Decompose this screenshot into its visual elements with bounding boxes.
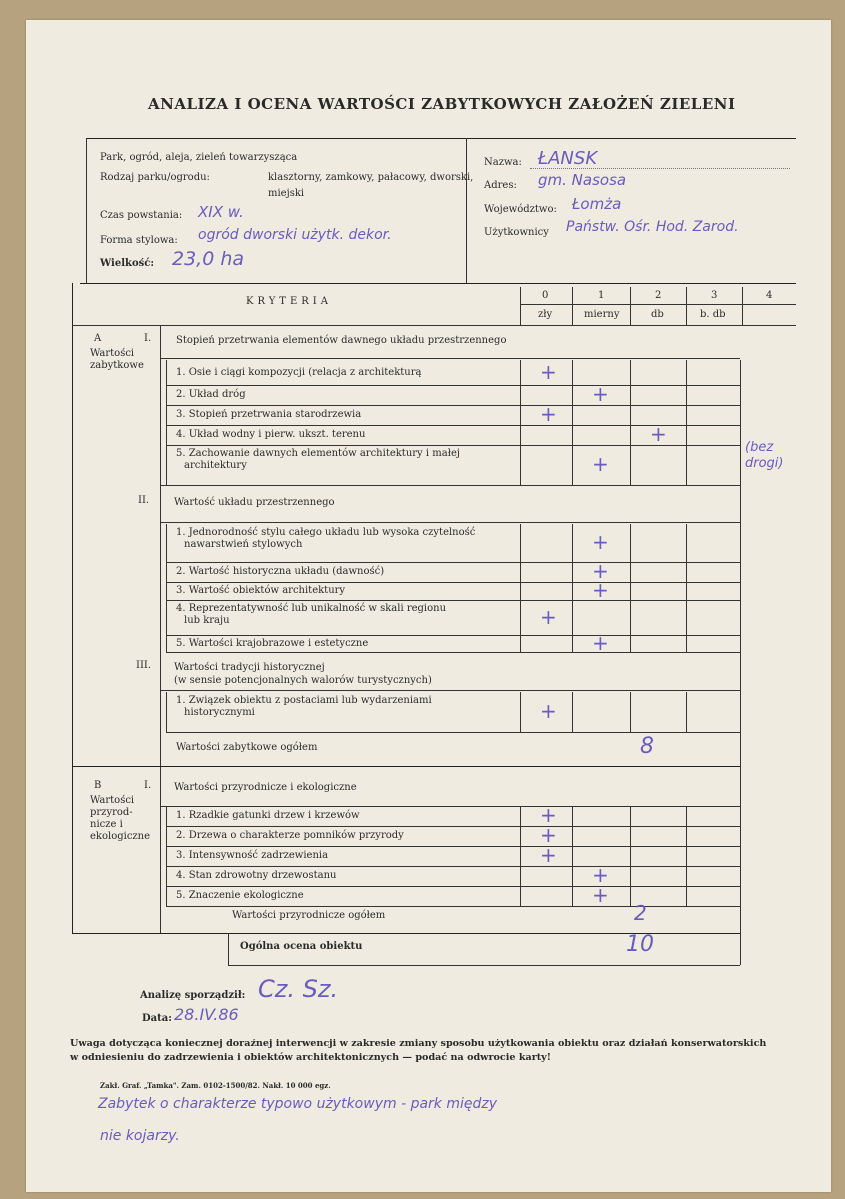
criteria-row-left [166, 600, 167, 635]
score-cell-divider [686, 866, 687, 886]
criteria-row-line [166, 886, 740, 887]
przyrodnicze-total-label: Wartości przyrodnicze ogółem [232, 910, 386, 921]
criteria-row-left [166, 826, 167, 846]
score-head-3 [686, 287, 687, 325]
criteria-row-left [166, 562, 167, 582]
score-mark: + [540, 359, 557, 384]
group-a-iii-heading-1: Wartości tradycji historycznej [174, 662, 325, 673]
score-cell-divider [520, 524, 521, 562]
section-b-letter: B [94, 780, 102, 791]
criteria-row-label: 4. Stan zdrowotny drzewostanu [176, 870, 337, 881]
criteria-row-line [166, 732, 740, 733]
score-cell-divider [630, 600, 631, 635]
criteria-row-line [166, 846, 740, 847]
criteria-row-label: 3. Stopień przetrwania starodrzewia [176, 409, 362, 420]
header-bottom-line [80, 283, 796, 284]
park-label: Park, ogród, aleja, zieleń towarzysząca [100, 152, 298, 163]
score-head-2 [630, 287, 631, 325]
group-a-i-line [160, 358, 740, 359]
score-head-1 [572, 287, 573, 325]
print-info: Zakł. Graf. „Tamka". Zam. 0102-1500/82. Nakł. 10 000 egz. [100, 1081, 331, 1090]
score-right-line [740, 360, 741, 965]
score-cell-divider [686, 635, 687, 652]
criteria-row-left [166, 582, 167, 600]
score-cell-divider [630, 692, 631, 732]
section-a-name-1: Wartości [90, 348, 135, 359]
side-note: (bez drogi) [745, 440, 784, 471]
criteria-row-label: 5. Zachowanie dawnych elementów architektury i małej [176, 448, 460, 459]
score-cell-divider [520, 385, 521, 405]
score-cell-divider [686, 385, 687, 405]
score-mark: + [592, 883, 609, 907]
criteria-row-line [166, 652, 740, 653]
score-mark: + [592, 630, 609, 655]
score-cell-divider [572, 524, 573, 562]
score-cell-divider [686, 692, 687, 732]
score-label-1: mierny [584, 309, 620, 320]
score-cell-divider [630, 826, 631, 846]
score-cell-divider [572, 405, 573, 425]
score-cell-divider [520, 425, 521, 445]
criteria-row-left [166, 846, 167, 866]
criteria-row-left [166, 692, 167, 732]
adres-value: gm. Nasosa [538, 171, 627, 189]
score-cell-divider [686, 846, 687, 866]
criteria-row-line [166, 906, 740, 907]
section-b-name-1: Wartości [90, 795, 135, 806]
criteria-row-label: 2. Układ dróg [176, 389, 246, 400]
handwritten-note-1: Zabytek o charakterze typowo użytkowym - park między [98, 1096, 498, 1112]
criteria-row-left [166, 524, 167, 562]
score-cell-divider [520, 600, 521, 635]
score-cell-divider [630, 866, 631, 886]
criteria-row-left [166, 360, 167, 385]
table-left-border [72, 283, 73, 933]
rodzaj-label: Rodzaj parku/ogrodu: [100, 172, 210, 183]
criteria-row-label: 1. Osie i ciągi kompozycji (relacja z architekturą [176, 366, 422, 378]
criteria-row-label: 1. Rzadkie gatunki drzew i krzewów [176, 810, 360, 821]
score-mark: + [592, 559, 609, 583]
criteria-row-left [166, 425, 167, 445]
score-num-2: 2 [655, 290, 662, 301]
score-num-4: 4 [766, 290, 773, 301]
header-divider [466, 138, 467, 283]
score-label-0: zły [538, 309, 553, 320]
section-a-letter: A [94, 333, 102, 344]
score-cell-divider [630, 562, 631, 582]
score-num-1: 1 [598, 290, 605, 301]
score-cell-divider [630, 425, 631, 445]
score-cell-divider [572, 692, 573, 732]
data-label: Data: [142, 1013, 172, 1024]
score-cell-divider [520, 445, 521, 485]
score-cell-divider [686, 405, 687, 425]
score-cell-divider [520, 806, 521, 826]
score-cell-divider [686, 360, 687, 385]
group-a-ii-heading: Wartość układu przestrzennego [174, 497, 335, 508]
score-mark: + [540, 823, 557, 847]
criteria-row-label-2: lub kraju [184, 615, 230, 626]
score-mark: + [540, 402, 557, 426]
forma-label: Forma stylowa: [100, 235, 178, 246]
criteria-row-line [166, 635, 740, 636]
criteria-row-line [166, 485, 740, 486]
criteria-row-left [166, 866, 167, 886]
ogolna-label: Ogólna ocena obiektu [240, 941, 363, 952]
score-cell-divider [686, 445, 687, 485]
czas-label: Czas powstania: [100, 210, 183, 221]
score-label-3: b. db [700, 309, 726, 320]
score-cell-divider [686, 600, 687, 635]
section-b-name-2: przyrod- [90, 807, 133, 818]
score-cell-divider [572, 360, 573, 385]
analiza-value: Cz. Sz. [258, 975, 339, 1003]
score-mark: + [592, 578, 609, 602]
section-a-ii: II. [138, 495, 150, 506]
nazwa-label: Nazwa: [484, 157, 522, 168]
score-cell-divider [686, 425, 687, 445]
wojewodztwo-value: Łomża [572, 195, 622, 213]
score-mark: + [592, 530, 609, 554]
score-cell-divider [572, 600, 573, 635]
score-cell-divider [572, 806, 573, 826]
section-a-roman: I. [144, 333, 152, 344]
score-cell-divider [520, 886, 521, 906]
criteria-row-line [166, 385, 740, 386]
uwaga-line-2: w odniesieniu do zadrzewienia i obiektów architektonicznych — podać na odwrocie karty! [70, 1052, 551, 1063]
score-cell-divider [520, 846, 521, 866]
score-head-4 [742, 287, 743, 325]
criteria-row-label-2: nawarstwień stylowych [184, 539, 303, 550]
score-cell-divider [630, 635, 631, 652]
criteria-row-label: 2. Drzewa o charakterze pomników przyrody [176, 830, 404, 841]
score-cell-divider [686, 886, 687, 906]
uzytkownicy-value: Państw. Ośr. Hod. Zarod. [566, 219, 739, 235]
score-cell-divider [572, 635, 573, 652]
czas-value: XIX w. [198, 203, 244, 221]
score-cell-divider [520, 562, 521, 582]
group-a-ii-line [160, 522, 740, 523]
score-head-left [520, 287, 521, 325]
score-cell-divider [572, 582, 573, 600]
score-head-mid [520, 304, 796, 305]
score-cell-divider [630, 385, 631, 405]
section-a-name-2: zabytkowe [90, 360, 144, 371]
kryteria-heading: KRYTERIA [246, 296, 332, 307]
criteria-row-left [166, 886, 167, 906]
group-a-iii-line [160, 690, 740, 691]
score-cell-divider [572, 826, 573, 846]
score-cell-divider [630, 405, 631, 425]
criteria-row-label: 2. Wartość historyczna układu (dawność) [176, 566, 385, 577]
score-cell-divider [572, 866, 573, 886]
score-cell-divider [630, 360, 631, 385]
adres-label: Adres: [484, 180, 517, 191]
criteria-row-label: 5. Znaczenie ekologiczne [176, 890, 304, 901]
score-cell-divider [520, 826, 521, 846]
group-a-i-heading: Stopień przetrwania elementów dawnego układu przestrzennego [176, 335, 507, 346]
criteria-row-label-2: architektury [184, 460, 247, 471]
uwaga-line-1: Uwaga dotycząca koniecznej doraźnej interwencji w zakresie zmiany sposobu użytkowania obiektu oraz działań konserwatorskich [70, 1038, 767, 1049]
handwritten-note-2: nie kojarzy. [100, 1128, 180, 1144]
score-cell-divider [686, 562, 687, 582]
form-title: ANALIZA I OCENA WARTOŚCI ZABYTKOWYCH ZAŁOŻEŃ ZIELENI [148, 95, 736, 113]
score-cell-divider [686, 826, 687, 846]
wielkosc-label: Wielkość: [100, 258, 155, 269]
przyrodnicze-total-value: 2 [634, 901, 647, 925]
score-mark: + [650, 422, 667, 446]
score-cell-divider [520, 635, 521, 652]
nazwa-dots [530, 168, 790, 169]
score-cell-divider [630, 846, 631, 866]
score-cell-divider [572, 846, 573, 866]
score-mark: + [592, 382, 609, 406]
score-mark: + [540, 699, 557, 723]
score-cell-divider [572, 562, 573, 582]
score-mark: + [540, 843, 557, 867]
header-left-line [86, 138, 87, 283]
score-num-0: 0 [542, 290, 549, 301]
section-column-line [160, 325, 161, 933]
zabytkowe-total-value: 8 [640, 734, 654, 759]
score-label-2: db [651, 309, 664, 320]
score-mark: + [540, 803, 557, 827]
rodzaj-options-2: miejski [268, 188, 305, 199]
criteria-row-left [166, 635, 167, 652]
criteria-row-label: 4. Reprezentatywność lub unikalność w skali regionu [176, 603, 447, 614]
score-cell-divider [520, 692, 521, 732]
kryteria-bottom-line [72, 325, 796, 326]
group-b-i-heading: Wartości przyrodnicze i ekologiczne [174, 782, 357, 793]
wielkosc-value: 23,0 ha [172, 248, 245, 270]
score-mark: + [540, 604, 557, 629]
score-cell-divider [572, 886, 573, 906]
section-b-roman: I. [144, 780, 152, 791]
score-cell-divider [520, 405, 521, 425]
criteria-row-line [166, 600, 740, 601]
score-cell-divider [630, 445, 631, 485]
criteria-row-label-2: historycznymi [184, 707, 255, 718]
ogolna-bottom [228, 965, 740, 966]
group-b-i-line [160, 806, 740, 807]
criteria-row-label: 4. Układ wodny i pierw. ukszt. terenu [176, 429, 366, 440]
criteria-row-left [166, 405, 167, 425]
score-mark: + [592, 863, 609, 887]
ogolna-left [228, 933, 229, 965]
score-cell-divider [630, 582, 631, 600]
criteria-row-label: 3. Intensywność zadrzewienia [176, 850, 329, 861]
uzytkownicy-label: Użytkownicy [484, 227, 549, 238]
score-cell-divider [630, 806, 631, 826]
score-cell-divider [686, 524, 687, 562]
criteria-row-left [166, 385, 167, 405]
score-cell-divider [686, 806, 687, 826]
score-cell-divider [630, 886, 631, 906]
score-cell-divider [572, 425, 573, 445]
forma-value: ogród dworski użytk. dekor. [198, 227, 392, 243]
score-cell-divider [630, 524, 631, 562]
criteria-row-line [166, 405, 740, 406]
criteria-row-left [166, 806, 167, 826]
criteria-row-line [166, 826, 740, 827]
score-cell-divider [520, 582, 521, 600]
score-cell-divider [572, 385, 573, 405]
criteria-row-line [166, 866, 740, 867]
score-num-3: 3 [711, 290, 718, 301]
score-cell-divider [520, 866, 521, 886]
criteria-row-left [166, 445, 167, 485]
criteria-row-line [166, 582, 740, 583]
section-b-name-3: nicze i [90, 819, 123, 830]
header-top-line [86, 138, 796, 139]
score-cell-divider [520, 360, 521, 385]
nazwa-value: ŁANSK [538, 148, 598, 169]
data-value: 28.IV.86 [174, 1005, 239, 1024]
section-a-iii: III. [136, 660, 152, 671]
criteria-row-label: 1. Jednorodność stylu całego układu lub wysoka czytelność [176, 527, 476, 538]
section-a-bottom [72, 766, 740, 767]
group-a-iii-heading-2: (w sensie potencjonalnych walorów turystycznych) [174, 675, 432, 686]
wojewodztwo-label: Województwo: [484, 204, 557, 215]
score-cell-divider [572, 445, 573, 485]
criteria-row-label: 5. Wartości krajobrazowe i estetyczne [176, 637, 369, 649]
criteria-row-label: 3. Wartość obiektów architektury [176, 585, 346, 596]
score-mark: + [592, 452, 609, 476]
section-b-name-4: ekologiczne [90, 831, 151, 842]
ogolna-value: 10 [626, 932, 654, 957]
criteria-row-line [166, 562, 740, 563]
rodzaj-options: klasztorny, zamkowy, pałacowy, dworski, [268, 172, 474, 183]
analiza-label: Analizę sporządził: [140, 990, 246, 1001]
score-cell-divider [686, 582, 687, 600]
criteria-row-label: 1. Związek obiektu z postaciami lub wydarzeniami [176, 695, 432, 706]
zabytkowe-total-label: Wartości zabytkowe ogółem [176, 742, 318, 753]
